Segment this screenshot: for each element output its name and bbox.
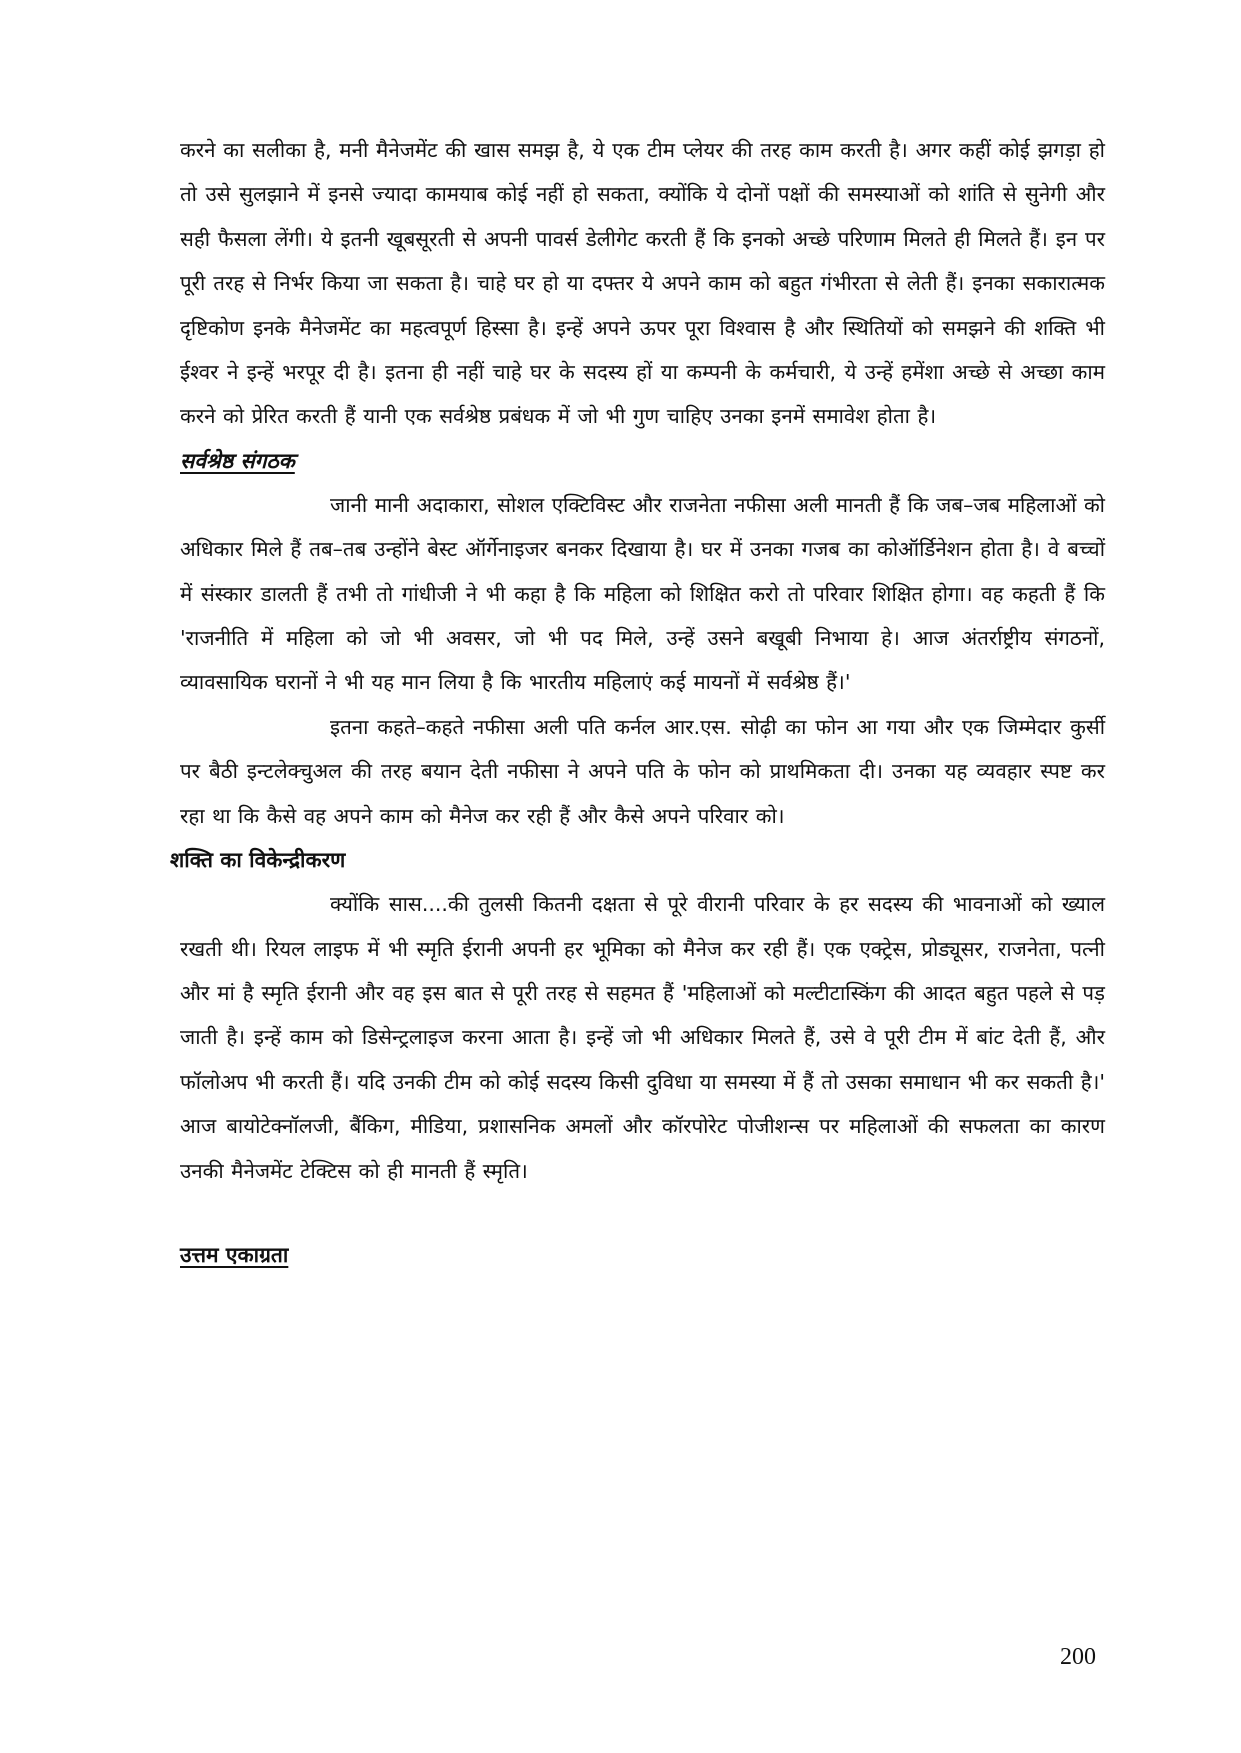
body-paragraph-phone-call: इतना कहते–कहते नफीसा अली पति कर्नल आर.एस. सोढ़ी का फोन आ गया और एक जिम्मेदार कुर्सी पर बैठी इन्टलेक्चुअल की तरह बयान देती नफीसा ने अपने पति के फोन को प्राथमिकता दी। उनका यह व्यवहार स्पष्ट कर रहा था कि कैसे वह अपने काम को मैनेज कर रही हैं और कैसे अपने परिवार को। xyxy=(180,714,1105,828)
body-paragraph-nafisa-ali: जानी मानी अदाकारा, सोशल एक्टिविस्ट और राजनेता नफीसा अली मानती हैं कि जब–जब महिलाओं को अधिकार मिले हैं तब–तब उन्होंने बेस्ट ऑर्गेनाइजर बनकर दिखाया है। घर में उनका गजब का कोऑर्डिनेशन होता है। वे बच्चों में संस्कार डालती हैं तभी तो गांधीजी ने भी कहा है कि महिला को शिक्षित करो तो परिवार शिक्षित होगा। वह कहती हैं कि 'राजनीति में महिला को जो भी अवसर, जो भी पद मिले, उन्हें उसने बखूबी निभाया हे। आज अंतर्राष्ट्रीय संगठनों, व्यावसायिक घरानों ने भी यह मान लिया है कि भारतीय महिलाएं कई मायनों में सर्वश्रेष्ठ हैं।' xyxy=(180,492,1105,695)
section-heading-best-organizer: सर्वश्रेष्ठ संगठक xyxy=(180,448,295,473)
body-paragraph-management: करने का सलीका है, मनी मैनेजमेंट की खास समझ है, ये एक टीम प्लेयर की तरह काम करती है। अगर कहीं कोई झगड़ा हो तो उसे सुलझाने में इनसे ज्यादा कामयाब कोई नहीं हो सकता, क्योंकि ये दोनों पक्षों की समस्याओं को शांति से सुनेगी और सही फैसला लेंगी। ये इतनी खूबसूरती से अपनी पावर्स डेलीगेट करती हैं कि इनको अच्छे परिणाम मिलते ही मिलते हैं। इन पर पूरी तरह से निर्भर किया जा सकता है। चाहे घर हो या दफ्तर ये अपने काम को बहुत गंभीरता से लेती हैं। इनका सकारात्मक दृष्टिकोण इनके मैनेजमेंट का महत्वपूर्ण हिस्सा है। इन्हें अपने ऊपर पूरा विश्वास है और स्थितियों को समझने की शक्ति भी ईश्वर ने इन्हें भरपूर दी है। इतना ही नहीं चाहे घर के सदस्य हों या कम्पनी के कर्मचारी, ये उन्हें हमेंशा अच्छे से अच्छा काम करने को प्रेरित करती हैं यानी एक सर्वश्रेष्ठ प्रबंधक में जो भी गुण चाहिए उनका इनमें समावेश होता है। xyxy=(180,138,1105,429)
section-heading-decentralization: शक्ति का विकेन्द्रीकरण xyxy=(170,848,346,873)
page-number: 200 xyxy=(1060,1644,1096,1670)
document-page xyxy=(170,128,1105,1277)
body-paragraph-smriti-irani: क्योंकि सास....की तुलसी कितनी दक्षता से पूरे वीरानी परिवार के हर सदस्य की भावनाओं को ख्याल रखती थी। रियल लाइफ में भी स्मृति ईरानी अपनी हर भूमिका को मैनेज कर रही हैं। एक एक्ट्रेस, प्रोड्यूसर, राजनेता, पत्नी और मां है स्मृति ईरानी और वह इस बात से पूरी तरह से सहमत हैं 'महिलाओं को मल्टीटास्किंग की आदत बहुत पहले से पड़ जाती है। इन्हें काम को डिसेन्ट्रलाइज करना आता है। इन्हें जो भी अधिकार मिलते हैं, उसे वे पूरी टीम में बांट देती हैं, और फॉलोअप भी करती हैं। यदि उनकी टीम को कोई सदस्य किसी दुविधा या समस्या में हैं तो उसका समाधान भी कर सकती है।' आज बायोटेक्नॉलजी, बैंकिग, मीडिया, प्रशासनिक अमलों और कॉरपोरेट पोजीशन्स पर महिलाओं की सफलता का कारण उनकी मैनेजमेंट टेक्टिस को ही मानती हैं स्मृति। xyxy=(180,892,1105,1183)
section-heading-concentration: उत्तम एकाग्रता xyxy=(180,1242,289,1267)
